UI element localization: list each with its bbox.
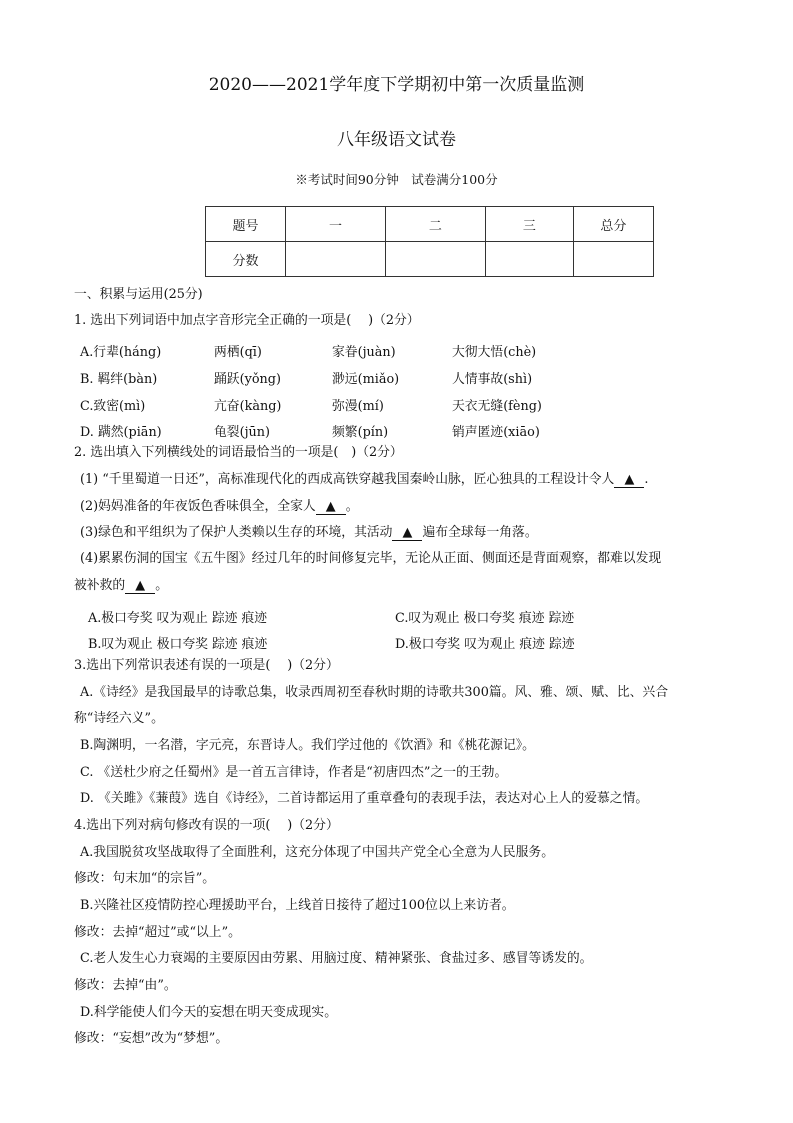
option-d: D.科学能使人们今天的妄想在明天变成现实。 xyxy=(80,1005,338,1020)
sentence-text: (3)绿色和平组织为了保护人类赖以生存的环境，其活动 xyxy=(80,525,393,540)
option-cell: 渺远(miǎo) xyxy=(332,372,400,387)
fill-blank[interactable]: ▲ xyxy=(614,474,644,488)
sentence-text: 。 xyxy=(155,578,168,593)
sentence-line xyxy=(80,527,538,541)
score-table xyxy=(205,206,654,277)
option-row xyxy=(0,607,793,626)
score-table-header-row xyxy=(206,207,654,242)
fix-d: 修改：“妄想”改为“梦想”。 xyxy=(74,1031,229,1046)
option-b: B.兴隆社区疫情防控心理援助平台，上线首日接待了超过100位以上来访者。 xyxy=(80,898,515,913)
question-stem: 1. 选出下列词语中加点字音形完全正确的一项是( )（2分） xyxy=(74,313,420,328)
sentence-text: . xyxy=(644,472,649,487)
fill-blank[interactable]: ▲ xyxy=(125,580,155,594)
sentence-line xyxy=(74,580,168,594)
score-input-cell[interactable] xyxy=(286,242,386,277)
fill-blank[interactable]: ▲ xyxy=(316,501,346,515)
option-cell: 亢奋(kàng) xyxy=(214,399,282,414)
option-c: C.老人发生心力衰竭的主要原因由劳累、用脑过度、精神紧张、食盐过多、感冒等诱发的。 xyxy=(80,951,593,966)
option-cell: 弥漫(mí) xyxy=(332,399,384,414)
exam-subtitle: 八年级语文试卷 xyxy=(337,130,456,150)
sentence-text: (1) “千里蜀道一日还”，高标准现代化的西成高铁穿越我国秦岭山脉，匠心独具的工程设计令人 xyxy=(80,472,615,487)
table-cell: 题号 xyxy=(206,207,286,242)
option-row xyxy=(0,421,793,440)
option-cell: 家眷(juàn) xyxy=(332,345,396,360)
question-stem: 2. 选出填入下列横线处的词语最恰当的一项是( )（2分） xyxy=(74,445,403,460)
option-cell: 天衣无缝(fèng) xyxy=(452,399,542,414)
option-cell: A.行辈(háng) xyxy=(80,345,162,360)
option-b: B.陶渊明，一名潜，字元亮，东晋诗人。我们学过他的《饮酒》和《桃花源记》。 xyxy=(80,738,535,753)
option-c: C.叹为观止 极口夸奖 痕迹 踪迹 xyxy=(395,611,575,626)
sentence-line xyxy=(80,501,358,515)
option-row xyxy=(0,395,793,414)
exam-note: ※考试时间90分钟 试卷满分100分 xyxy=(295,172,498,187)
score-input-cell[interactable] xyxy=(485,242,573,277)
option-cell: 龟裂(jūn) xyxy=(214,425,271,440)
fix-b: 修改：去掉“超过”或“以上”。 xyxy=(74,925,241,940)
table-cell: 分数 xyxy=(206,242,286,277)
option-cell: C.致密(mì) xyxy=(80,399,146,414)
score-input-cell[interactable] xyxy=(573,242,653,277)
option-a-cont: 称“诗经六义”。 xyxy=(74,711,164,726)
option-b: B.叹为观止 极口夸奖 踪迹 痕迹 xyxy=(88,637,268,652)
sentence-text: 。 xyxy=(345,499,359,514)
table-cell: 总分 xyxy=(573,207,653,242)
option-d: D.极口夸奖 叹为观止 痕迹 踪迹 xyxy=(395,637,575,652)
table-cell: 一 xyxy=(286,207,386,242)
fix-a: 修改：句末加“的宗旨”。 xyxy=(74,871,216,886)
option-a: A.我国脱贫攻坚战取得了全面胜利，这充分体现了中国共产党全心全意为人民服务。 xyxy=(80,845,554,860)
fix-c: 修改：去掉“由”。 xyxy=(74,978,177,993)
option-row xyxy=(0,341,793,360)
option-d: D. 《关雎》《蒹葭》选自《诗经》，二首诗都运用了重章叠句的表现手法，表达对心上人的爱慕之情。 xyxy=(80,791,649,806)
section-title: 一、积累与运用(25分) xyxy=(74,287,203,302)
option-a: A.极口夸奖 叹为观止 踪迹 痕迹 xyxy=(88,611,268,626)
option-row xyxy=(0,368,793,387)
fill-blank[interactable]: ▲ xyxy=(392,527,422,541)
sentence-text: 被补救的 xyxy=(74,578,126,593)
sentence-line xyxy=(80,474,648,488)
exam-title: 2020——2021学年度下学期初中第一次质量监测 xyxy=(208,75,585,95)
option-c: C. 《送杜少府之任蜀州》是一首五言律诗，作者是“初唐四杰”之一的王勃。 xyxy=(80,765,508,780)
sentence-text: 遍布全球每一角落。 xyxy=(422,525,538,540)
table-cell: 三 xyxy=(485,207,573,242)
option-cell: 销声匿迹(xiāo) xyxy=(452,425,540,440)
option-cell: 两栖(qī) xyxy=(214,345,262,360)
sentence-text: (2)妈妈准备的年夜饭色香味俱全，全家人 xyxy=(80,499,316,514)
question-stem: 3.选出下列常识表述有误的一项是( )（2分） xyxy=(74,658,339,673)
option-cell: 踊跃(yǒng) xyxy=(214,372,281,387)
option-cell: 人情事故(shì) xyxy=(452,372,533,387)
sentence-line: (4)累累伤洞的国宝《五牛图》经过几年的时间修复完毕，无论从正面、侧面还是背面观察，都难以发现 xyxy=(80,551,662,566)
table-cell: 二 xyxy=(385,207,485,242)
option-row xyxy=(0,633,793,652)
option-cell: 大彻大悟(chè) xyxy=(452,345,537,360)
option-cell: 频繁(pín) xyxy=(332,425,389,440)
option-a: A.《诗经》是我国最早的诗歌总集，收录西周初至春秋时期的诗歌共300篇。风、雅、颂、赋、比、兴合 xyxy=(80,685,669,700)
option-cell: B. 羁绊(bàn) xyxy=(80,372,158,387)
option-cell: D. 蹒然(piān) xyxy=(80,425,162,440)
score-table-score-row xyxy=(206,242,654,277)
score-input-cell[interactable] xyxy=(385,242,485,277)
question-stem: 4.选出下列对病句修改有误的一项( )（2分） xyxy=(74,818,339,833)
